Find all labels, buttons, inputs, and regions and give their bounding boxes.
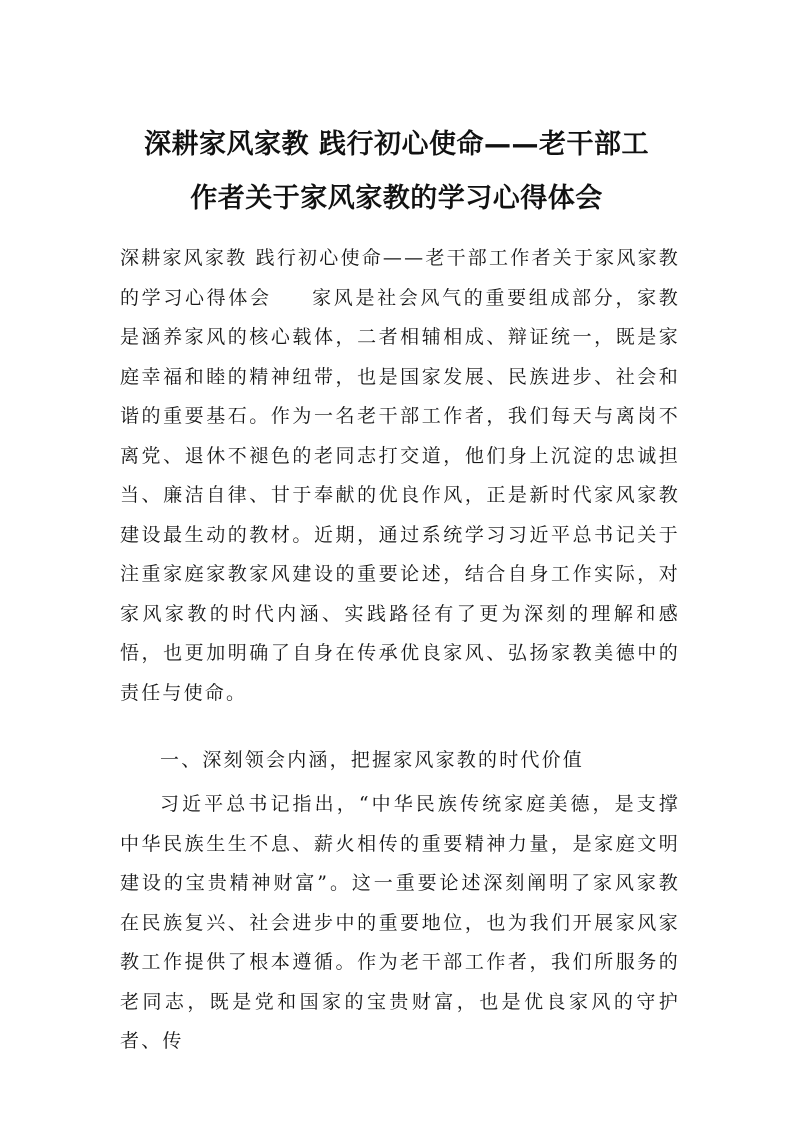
intro-paragraph (120, 239, 680, 713)
document-title-line-1: 深耕家风家教 践行初心使命——老干部工 (144, 129, 649, 160)
intro-lead-text: 深耕家风家教 践行初心使命——老干部工作者关于家风家教的学习心得体会 (120, 247, 680, 309)
section-1-paragraph: 习近平总书记指出，“中华民族传统家庭美德，是支撑中华民族生生不息、薪火相传的重要精神力量，是家庭文明建设的宝贵精神财富”。这一重要论述深刻阐明了家风家教在民族复兴、社会进步中的重要地位，也为我们开展家风家教工作提供了根本遵循。作为老干部工作者，我们所服务的老同志，既是党和国家的宝贵财富，也是优良家风的守护者、传 (120, 793, 680, 1052)
intro-body-text: 家风是社会风气的重要组成部分，家教是涵养家风的核心载体，二者相辅相成、辩证统一，既是家庭幸福和睦的精神纽带，也是国家发展、民族进步、社会和谐的重要基石。作为一名老干部工作者，我们每天与离岗不离党、退休不褪色的老同志打交道，他们身上沉淀的忠诚担当、廉洁自律、甘于奉献的优良作风，正是新时代家风家教建设最生动的教材。近期，通过系统学习习近平总书记关于注重家庭家教家风建设的重要论述，结合自身工作实际，对家风家教的时代内涵、实践路径有了更为深刻的理解和感悟，也更加明确了自身在传承优良家风、弘扬家教美德中的责任与使命。 (120, 286, 680, 704)
section-1-heading: 一、深刻领会内涵，把握家风家教的时代价值 (160, 749, 585, 771)
document-title-line-2: 作者关于家风家教的学习心得体会 (190, 183, 603, 214)
